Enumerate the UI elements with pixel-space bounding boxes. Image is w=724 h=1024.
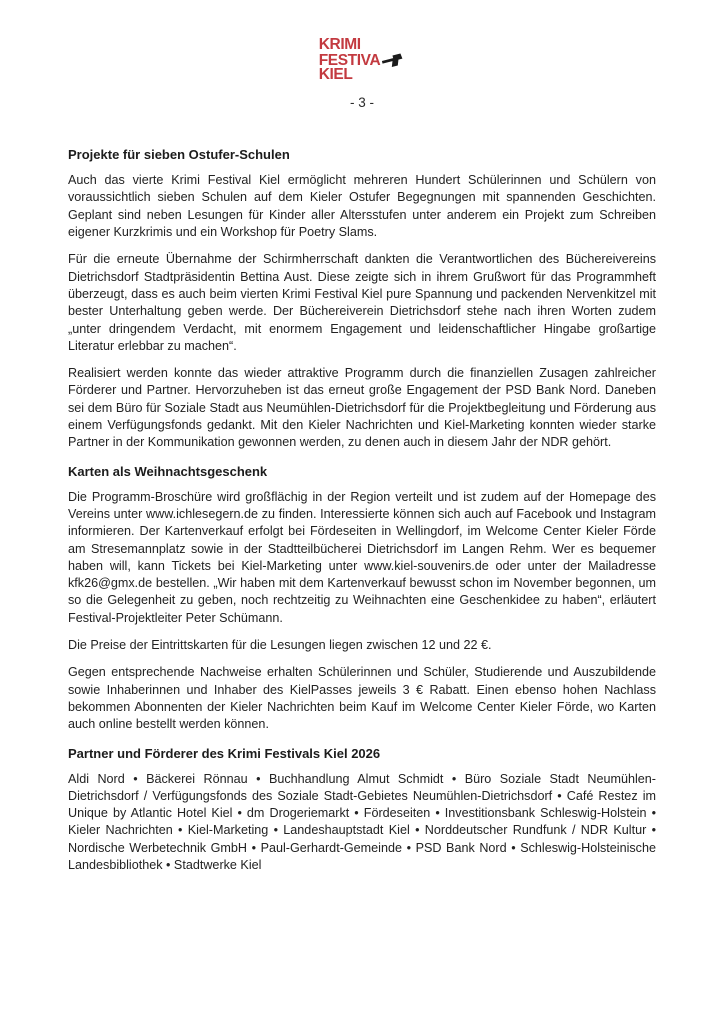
page-header xyxy=(0,0,724,110)
pistol-icon xyxy=(381,53,405,68)
paragraph-schirmherrschaft: Für die erneute Übernahme der Schirmherrschaft dankten die Verantwortlichen des Büchereivereins Dietrichsdorf Stadtpräsidentin Bettina Aust. Diese zeigte sich in ihrem Grußwort für das Programmheft überzeugt, dass es auch beim vierten Krimi Festival Kiel pure Spannung und packenden Nervenkitzel mit bester Unterhaltung geben werde. Der Büchereiverein Dietrichsdorf stehe nach ihren Worten zudem „unter dringendem Verdacht, mit enormem Engagement und leidenschaftlicher Hingabe großartige Literatur erlebbar zu machen“. xyxy=(68,252,656,353)
paragraph-foerderer-finanzierung: Realisiert werden konnte das wieder attraktive Programm durch die finanziellen Zusagen zahlreicher Förderer und Partner. Hervorzuheben ist das erneut große Engagement der PSD Bank Nord. Daneben sei dem Büro für Soziale Stadt aus Neumühlen-Dietrichsdorf für die Projektbegleitung und Förderung aus einem Verfügungsfonds gedankt. Mit den Kieler Nachrichten und Kiel-Marketing konnten wieder starke Partner in der Kommunikation gewonnen werden, zu denen auch in diesem Jahr der NDR gehört. xyxy=(68,366,656,450)
page-number: - 3 - xyxy=(349,95,374,111)
paragraph-kartenverkauf: Die Programm-Broschüre wird großflächig in der Region verteilt und ist zudem auf der Homepage des Vereins unter www.ichlesegern.de zu finden. Interessierte können sich auch auf Facebook und Instagram informieren. Der Kartenverkauf erfolgt bei Fördeseiten in Wellingdorf, im Welcome Center Kieler Förde am Stresemannplatz sowie in der Stadtteilbücherei Dietrichsdorf im Langen Rehm. Wer es bequemer haben will, kann Tickets bei Kiel-Marketing unter www.kiel-souvenirs.de oder unter der Mailadresse kfk26@gmx.de bestellen. „Wir haben mit dem Kartenverkauf bewusst schon im November begonnen, um so die Gelegenheit zu geben, noch rechtzeitig zu Weihnachten eine Geschenkidee zu haben“, erläutert Festival-Projektleiter Peter Schümann. xyxy=(68,489,656,625)
paragraph-schulprojekte: Auch das vierte Krimi Festival Kiel ermöglicht mehreren Hundert Schülerinnen und Schülern von voraussichtlich sieben Schulen auf dem Kieler Ostufer Begegnungen mit spannenden Geschichten. Geplant sind neben Lesungen für Kinder aller Altersstufen unter anderem ein Projekt zum Schreiben eigener Kurzkrimis und ein Workshop für Poetry Slams. xyxy=(68,173,656,240)
logo-line-krimi: KRIMI xyxy=(318,36,361,53)
document-body xyxy=(68,147,656,874)
section-heading-weihnachtsgeschenk: Karten als Weihnachtsgeschenk xyxy=(68,463,268,479)
paragraph-preise: Die Preise der Eintrittskarten für die Lesungen liegen zwischen 12 und 22 €. xyxy=(68,638,492,653)
logo-line-kiel: KIEL xyxy=(318,66,353,84)
section-heading-ostufer-schulen: Projekte für sieben Ostufer-Schulen xyxy=(68,147,290,163)
partners-list: Aldi Nord • Bäckerei Rönnau • Buchhandlung Almut Schmidt • Büro Soziale Stadt Neumühlen-Dietrichsdorf / Verfügungsfonds des Soziale Stadt-Gebietes Neumühlen-Dietrichsdorf • Café Restez im Unique by Atlantic Hotel Kiel • dm Drogeriemarkt • Fördeseiten • Investitionsbank Schleswig-Holstein • Kieler Nachrichten • Kiel-Marketing • Landeshauptstadt Kiel • Norddeutscher Rundfunk / NDR Kultur • Nordische Werbetechnik GmbH • Paul-Gerhardt-Gemeinde • PSD Bank Nord • Schleswig-Holsteinische Landesbibliothek • Stadtwerke Kiel xyxy=(68,771,656,872)
paragraph-rabatte: Gegen entsprechende Nachweise erhalten Schülerinnen und Schüler, Studierende und Auszubildende sowie Inhaberinnen und Inhaber des KielPasses jeweils 3 € Rabatt. Einen ebenso hohen Nachlass bekommen Abonnenten der Kieler Nachrichten beim Kauf im Welcome Center Kieler Förde, wo Karten auch online bestellt werden können. xyxy=(68,665,656,732)
section-heading-partner: Partner und Förderer des Krimi Festivals Kiel 2026 xyxy=(68,745,381,761)
festival-logo xyxy=(319,38,406,83)
logo-festival-text: FESTIVA xyxy=(318,51,381,69)
